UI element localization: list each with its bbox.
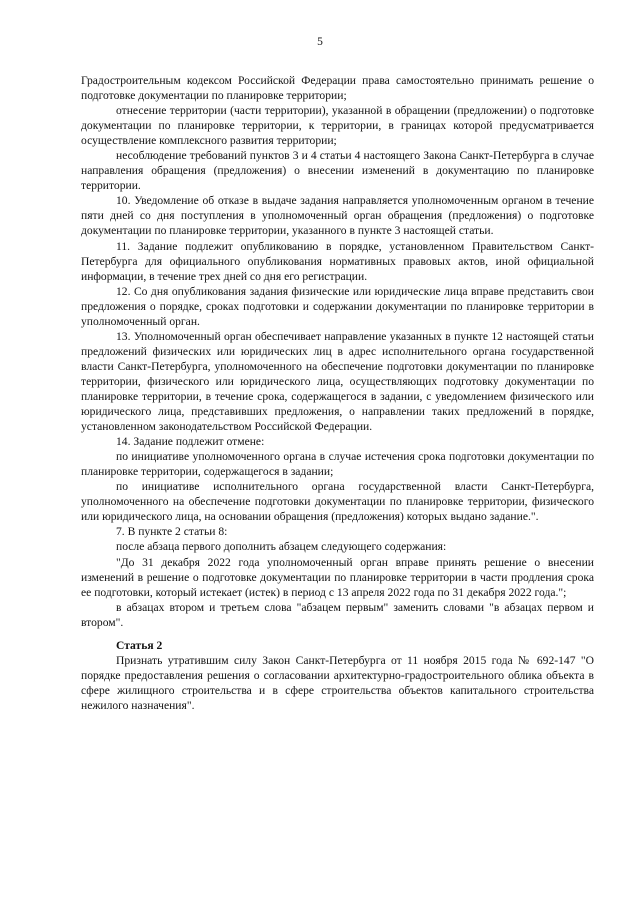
paragraph: 11. Задание подлежит опубликованию в порядке, установленном Правительством Санкт-Петербурга для официального опубликования нормативных правовых актов, иной официальной информации, в течение трех дней со дня его регистрации. — [81, 239, 594, 283]
paragraph: по инициативе исполнительного органа государственной власти Санкт-Петербурга, уполномоченного на обеспечение подготовки документации по планировке территории, физического или юридического лица, на основании обращения (предложения) которых выдано задание.". — [81, 480, 594, 524]
paragraph: 12. Со дня опубликования задания физические или юридические лица вправе представить свои предложения о порядке, сроках подготовки и содержании документации по планировке территории в уполномоченный орган. — [81, 284, 594, 328]
paragraph: по инициативе уполномоченного органа в случае истечения срока подготовки документации по планировке территории, содержащегося в задании; — [81, 450, 594, 479]
paragraph: после абзаца первого дополнить абзацем следующего содержания: — [116, 540, 447, 554]
page-number: 5 — [317, 36, 323, 48]
paragraph: Градостроительным кодексом Российской Федерации права самостоятельно принимать решение о подготовке документации по планировке территории; — [81, 74, 594, 103]
paragraph: 7. В пункте 2 статьи 8: — [116, 525, 228, 539]
paragraph: в абзацах втором и третьем слова "абзацем первым" заменить словами "в абзацах первом и втором". — [81, 600, 594, 629]
paragraph: 10. Уведомление об отказе в выдаче задания направляется уполномоченным органом в течение пяти дней со дня поступления в уполномоченный орган обращения (предложения) о подготовке документации по планировке территории, указанного в пункте 3 настоящей статьи. — [81, 194, 594, 238]
paragraph: 13. Уполномоченный орган обеспечивает направление указанных в пункте 12 настоящей статьи предложений физических или юридических лиц в адрес исполнительного органа государственной власти Санкт-Петербурга, уполномоченного на обеспечение подготовки документации по планировке территории, физического или юридического лица, осуществляющих подготовку документации по планировке территории, в течение срока, содержащегося в задании, с уведомлением физического или юридического лица, представивших предложения, о направлении таких предложений в порядке, установленном законодательством Российской Федерации. — [81, 329, 594, 434]
paragraph: "До 31 декабря 2022 года уполномоченный орган вправе принять решение о внесении изменений в решение о подготовке документации по планировке территории в части продления срока ее подготовки, который истекает (истек) в период с 13 апреля 2022 года по 31 декабря 2022 года."; — [81, 555, 594, 599]
paragraph: отнесение территории (части территории), указанной в обращении (предложении) о подготовке документации по планировке территории, к территории, в границах которой предусматривается осуществление комплексного развития территории; — [81, 104, 594, 148]
paragraph: 14. Задание подлежит отмене: — [116, 435, 265, 449]
article-heading: Статья 2 — [116, 638, 163, 652]
paragraph: несоблюдение требований пунктов 3 и 4 статьи 4 настоящего Закона Санкт-Петербурга в случае направления обращения (предложения) о внесении изменений в документацию по планировке территории. — [81, 149, 594, 193]
article-text: Признать утратившим силу Закон Санкт-Петербурга от 11 ноября 2015 года № 692-147 "О порядке предоставления решения о согласовании архитектурно-градостроительного облика объекта в сфере жилищного строительства и в сфере строительства объектов капитального строительства нежилого назначения". — [81, 653, 594, 712]
document-body — [81, 73, 594, 713]
